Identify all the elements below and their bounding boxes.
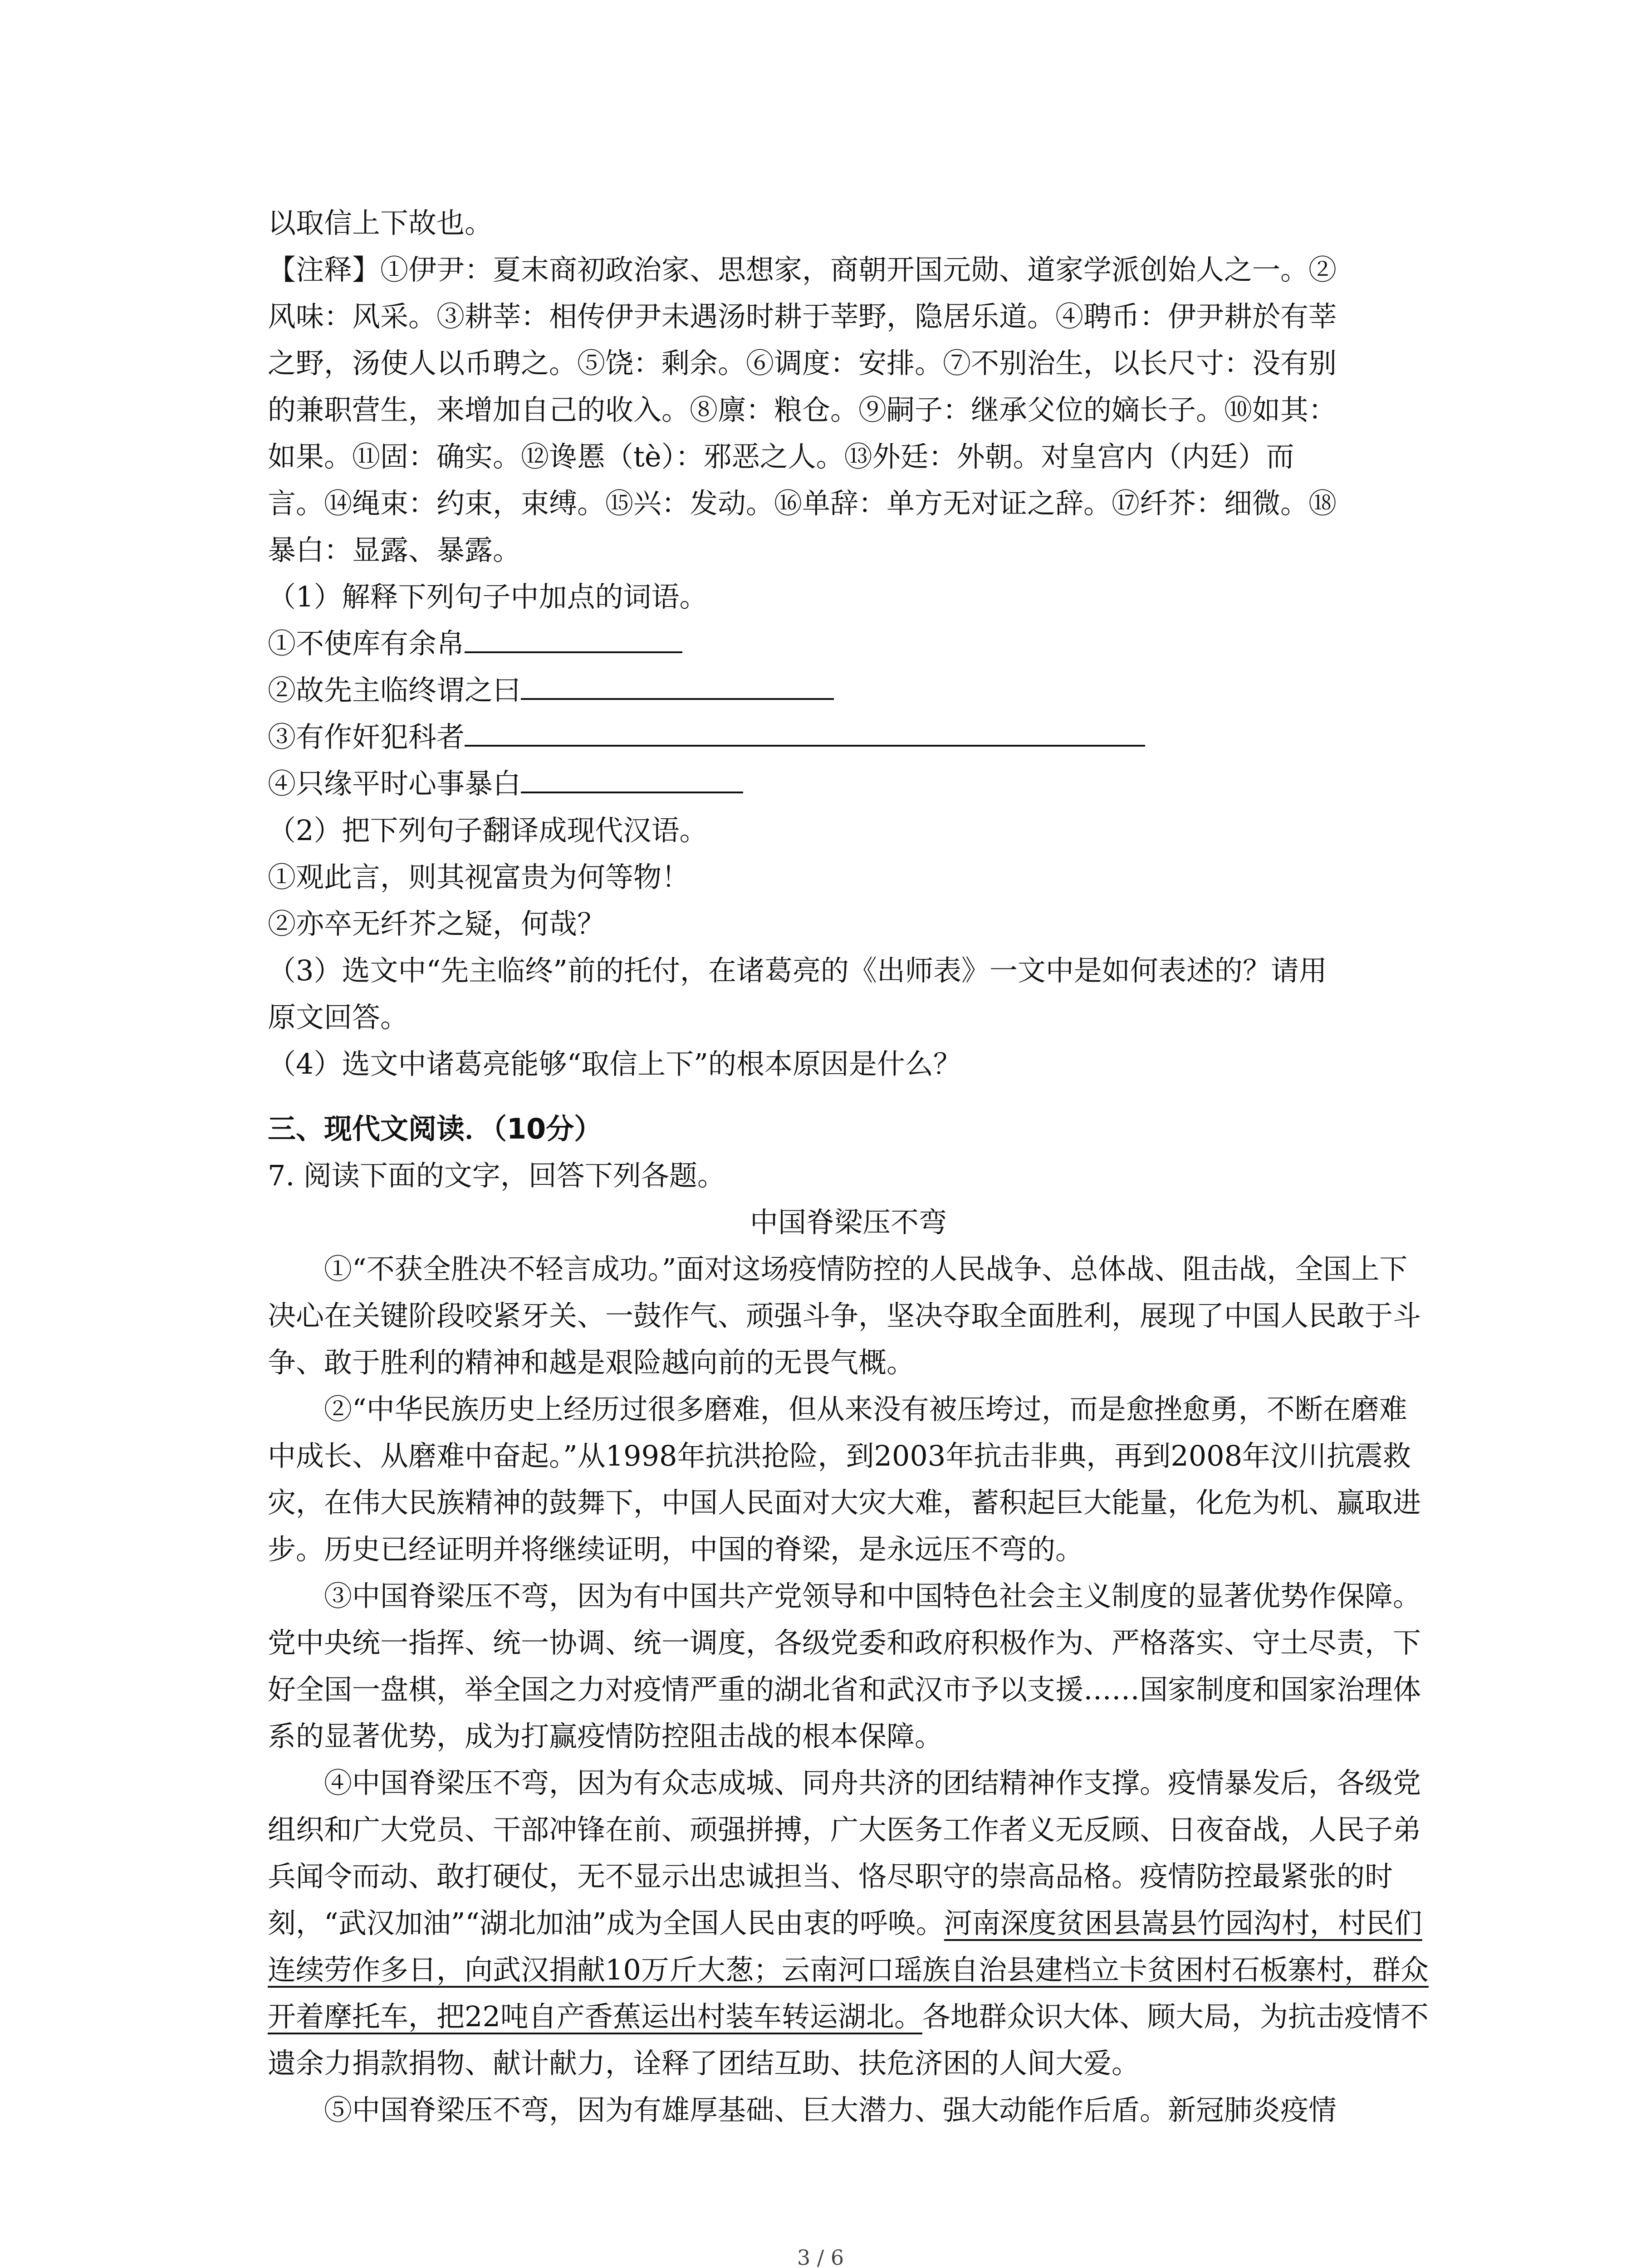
page-content: [268, 200, 1429, 2133]
question-intro: 7. 阅读下面的文字，回答下列各题。: [268, 1159, 725, 1192]
article-paragraph-5: ⑤中国脊梁压不弯，因为有雄厚基础、巨大潜力、强大动能作后盾。新冠肺炎疫情: [324, 2093, 1337, 2126]
paragraph-4-text: ④中国脊梁压不弯，因为有众志成城、同舟共济的团结精神作支撑。疫情暴发后，各级党组织和广大党员、干部冲锋在前、顽强拼搏，广大医务工作者义无反顾、日夜奋战，人民子弟兵闻令而动、敢打硬仗，无不显示出忠诚担当、恪尽职守的崇高品格。疫情防控最紧张的时刻，“武汉加油”“湖北加油”成为全国人民由衷的呼唤。: [268, 1766, 1421, 1940]
question-prompt: （3）选文中“先主临终”前的托付，在诸葛亮的《出师表》一文中是如何表述的？请用: [268, 954, 1327, 987]
article-paragraph-2: ②“中华民族历史上经历过很多磨难，但从来没有被压垮过，而是愈挫愈勇，不断在磨难中成长、从磨难中奋起。”从1998年抗洪抢险，到2003年抗击非典，再到2008年汶川抗震救灾，在伟大民族精神的鼓舞下，中国人民面对大灾大难，蓄积起巨大能量，化危为机、赢取进步。历史已经证明并将继续证明，中国的脊梁，是永远压不弯的。: [268, 1393, 1421, 1566]
answer-blank[interactable]: [465, 717, 1145, 747]
annotation-line: 暴白：显露、暴露。: [268, 533, 521, 567]
question-item: ②亦卒无纤芥之疑，何哉？: [268, 907, 606, 940]
question-prompt: （1）解释下列句子中加点的词语。: [268, 580, 708, 613]
answer-blank[interactable]: [521, 763, 743, 793]
answer-blank[interactable]: [521, 670, 834, 700]
annotation-line: 风味：风采。③耕莘：相传伊尹未遇汤时耕于莘野，隐居乐道。④聘币：伊尹耕於有莘: [268, 300, 1337, 333]
question-prompt: 原文回答。: [268, 1001, 409, 1034]
article-paragraph-4: [268, 1760, 1429, 2087]
page-number: 3 / 6: [797, 2245, 844, 2268]
answer-blank[interactable]: [465, 623, 682, 653]
blank-question: [268, 620, 1429, 667]
annotation-line: 言。⑭绳束：约束，束缚。⑮兴：发动。⑯单辞：单方无对证之辞。⑰纤芥：细微。⑱: [268, 487, 1337, 520]
article-title: 中国脊梁压不弯: [749, 1206, 947, 1239]
annotation-line: 的兼职营生，来增加自己的收入。⑧廪：粮仓。⑨嗣子：继承父位的嫡长子。⑩如其：: [268, 393, 1337, 426]
question-prompt: （2）把下列句子翻译成现代汉语。: [268, 814, 708, 847]
underlined-passage: 河南深度贫困县嵩县竹园沟村，村民们连续劳作多日，向武汉捐献10万斤大葱；云南河口瑶族自治县建档立卡贫困村石板寨村，群众开着摩托车，把22吨自产香蕉运出村装车转运湖北。: [268, 1906, 1429, 2033]
section-heading: 三、现代文阅读．（10分）: [268, 1112, 603, 1145]
blank-question: [268, 760, 1429, 807]
blank-question-text: ④只缘平时心事暴白: [268, 767, 521, 800]
blank-question-text: ③有作奸犯科者: [268, 720, 465, 753]
article-paragraph-1: ①“不获全胜决不轻言成功。”面对这场疫情防控的人民战争、总体战、阻击战，全国上下决心在关键阶段咬紧牙关、一鼓作气、顽强斗争，坚决夺取全面胜利，展现了中国人民敢于斗争、敢于胜利的精神和越是艰险越向前的无畏气概。: [268, 1252, 1421, 1379]
annotation-line: 如果。⑪固：确实。⑫谗慝（tè）：邪恶之人。⑬外廷：外朝。对皇宫内（内廷）而: [268, 440, 1294, 473]
annotation-line: 【注释】①伊尹：夏末商初政治家、思想家，商朝开国元勋、道家学派创始人之一。②: [268, 253, 1337, 286]
question-item: ①观此言，则其视富贵为何等物！: [268, 860, 690, 894]
blank-question-text: ①不使库有余帛: [268, 627, 465, 660]
blank-question-text: ②故先主临终谓之曰: [268, 674, 521, 707]
blank-question: [268, 714, 1429, 760]
text-line: 以取信上下故也。: [268, 206, 493, 240]
blank-question: [268, 667, 1429, 714]
question-prompt: （4）选文中诸葛亮能够“取信上下”的根本原因是什么？: [268, 1047, 961, 1080]
annotation-line: 之野，汤使人以币聘之。⑤饶：剩余。⑥调度：安排。⑦不别治生，以长尺寸：没有别: [268, 347, 1337, 380]
article-paragraph-3: ③中国脊梁压不弯，因为有中国共产党领导和中国特色社会主义制度的显著优势作保障。党中央统一指挥、统一协调、统一调度，各级党委和政府积极作为、严格落实、守土尽责，下好全国一盘棋，举全国之力对疫情严重的湖北省和武汉市予以支援……国家制度和国家治理体系的显著优势，成为打赢疫情防控阻击战的根本保障。: [268, 1579, 1421, 1753]
paragraph-4-ending: 各地群众识大体、顾大局，为抗击疫情不遗余力捐款捐物、献计献力，诠释了团结互助、扶危济困的人间大爱。: [268, 2000, 1429, 2080]
